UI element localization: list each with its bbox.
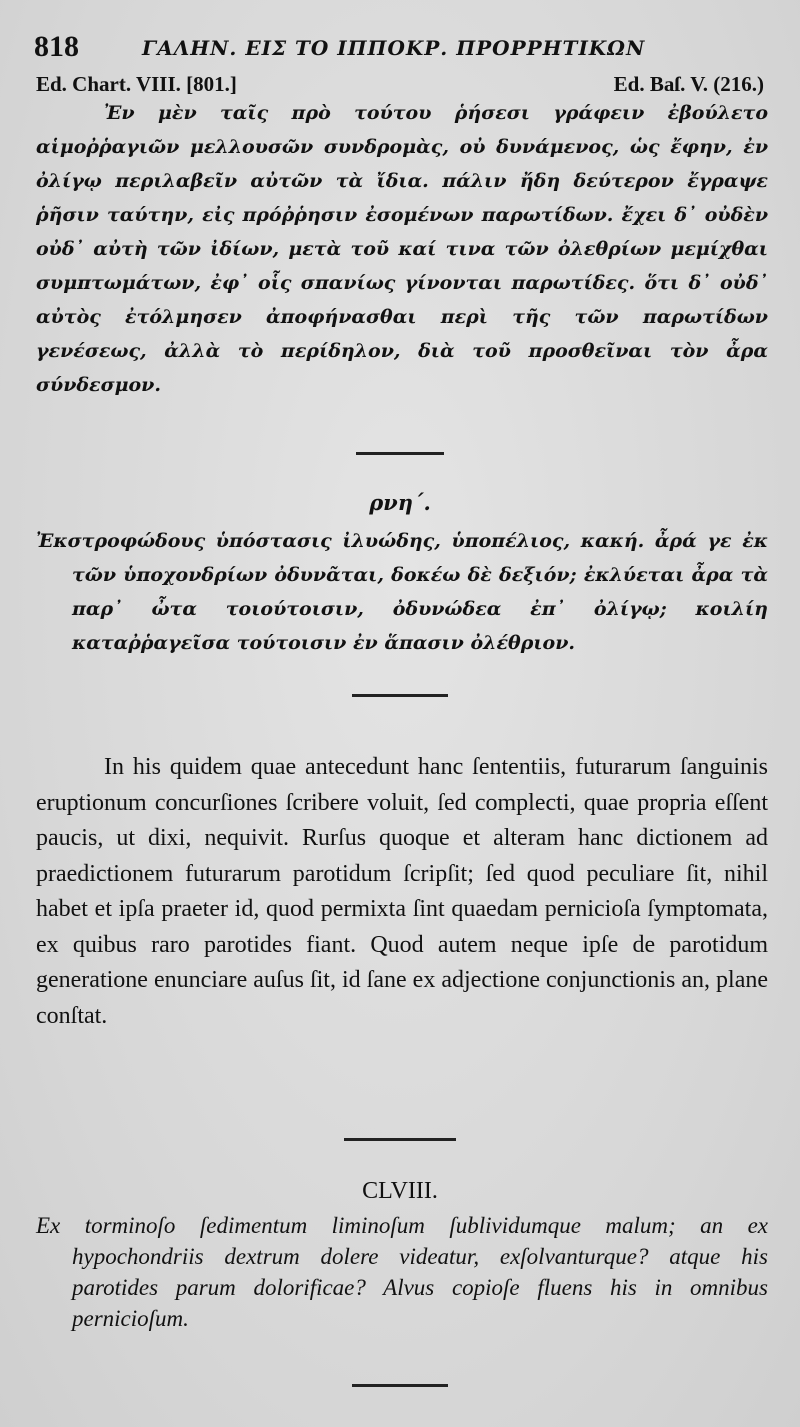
section-divider [356, 452, 444, 455]
greek-section-number: ρνη΄. [369, 490, 431, 515]
greek-commentary-text: Ἐν μὲν ταῖς πρὸ τούτου ῥήσεσι γράφειν ἐβούλετο αἱμοῤῥαγιῶν μελλουσῶν συνδρομὰς, οὐ δυνάμενος, ὡς ἔφην, ἐν ὀλίγῳ περιλαβεῖν αὐτῶν τὰ ἴδια. πάλιν ἤδη δεύτερον ἔγραψε ῥῆσιν ταύτην, εἰς πρόῤῥησιν ἐσομένων παρωτίδων. ἔχει δ᾿ οὐδὲν οὐδ᾿ αὐτὴ τῶν ἰδίων, μετὰ τοῦ καί τινα τῶν ὀλεθρίων μεμίχθαι συμπτωμάτων, ἐφ᾿ οἷς σπανίως γίνονται παρωτίδες. ὅτι δ᾿ οὐδ᾿ αὐτὸς ἐτόλμησεν ἀποφήνασθαι περὶ τῆς τῶν παρωτίδων γενέσεως, ἀλλὰ τὸ περίδηλον, διὰ τοῦ προσθεῖναι τὸν ἆρα σύνδεσμον. [36, 102, 768, 396]
greek-commentary [36, 96, 768, 402]
latin-lemma [36, 1210, 768, 1334]
running-title: ΓΑΛΗΝ. ΕΙΣ ΤΟ ΙΠΠΟΚΡ. ΠΡΟΡΡΗΤΙΚΩΝ [142, 36, 646, 60]
section-divider [344, 1138, 456, 1141]
edition-reference-basel: Ed. Baſ. V. (216.) [613, 72, 764, 96]
latin-lemma-text: Ex torminoſo ſedimentum liminoſum ſublividumque malum; an ex hypochondriis dextrum dolere videatur, exſolvanturque? atque his parotides parum dolorificae? Alvus copioſe fluens his in omnibus pernicioſum. [36, 1213, 768, 1331]
page-number: 818 [34, 30, 79, 63]
latin-commentary [36, 750, 768, 1034]
latin-section-number: CLVIII. [362, 1178, 438, 1204]
section-divider [352, 1384, 448, 1387]
edition-reference-chartier: Ed. Chart. VIII. [801.] [36, 72, 237, 96]
section-divider [352, 694, 448, 697]
latin-commentary-text: In his quidem quae antecedunt hanc ſententiis, futurarum ſanguinis eruptionum concurſiones ſcribere voluit, ſed complecti, quae propria eſſent paucis, ut dixi, nequivit. Rurſus quoque et alteram hanc dictionem ad praedictionem futurarum parotidum ſcripſit; ſed quod peculiare ſit, nihil habet et ipſa praeter id, quod permixta ſint quaedam pernicioſa ſymptomata, ex quibus raro parotides fiant. Quod autem neque ipſe de parotidum generatione enunciare auſus ſit, id ſane ex adjectione conjunctionis an, plane conſtat. [36, 754, 768, 1029]
greek-lemma-text: Ἐκστροφώδους ὑπόστασις ἰλυώδης, ὑποπέλιος, κακή. ἆρά γε ἐκ τῶν ὑποχονδρίων ὀδυνᾶται, δοκέω δὲ δεξιόν; ἐκλύεται ἆρα τὰ παρ᾿ ὦτα τοιούτοισιν, ὀδυνώδεα ἐπ᾿ ὀλίγῳ; κοιλίη καταῤῥαγεῖσα τούτοισιν ἐν ἅπασιν ὀλέθριον. [36, 530, 768, 654]
page-header [30, 28, 770, 68]
greek-lemma [36, 524, 768, 660]
